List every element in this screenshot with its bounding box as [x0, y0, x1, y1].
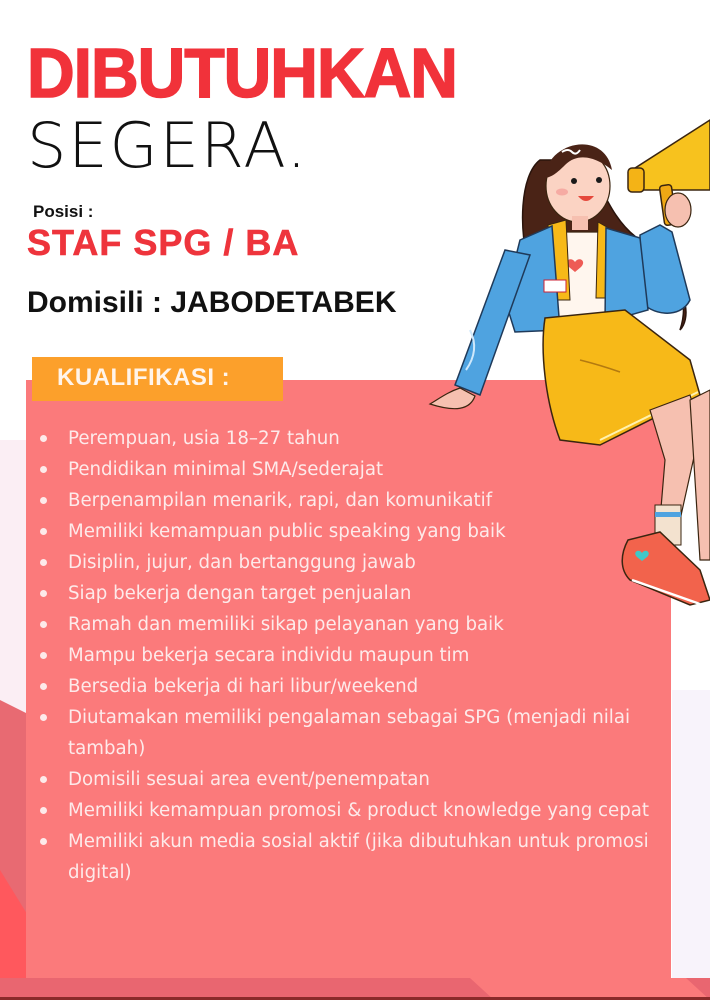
list-item	[38, 764, 678, 795]
bullet-icon	[40, 466, 47, 473]
position-label: Posisi :	[33, 202, 94, 221]
bullet-icon	[40, 683, 47, 690]
list-item-text: Perempuan, usia 18–27 tahun	[68, 428, 340, 449]
girl-with-megaphone-illustration	[420, 100, 710, 620]
list-item-text: Memiliki kemampuan promosi & product knowledge yang cepat	[68, 800, 650, 821]
bullet-icon	[40, 652, 47, 659]
list-item-text: Memiliki kemampuan public speaking yang baik	[68, 521, 506, 542]
shoe-icon	[622, 532, 710, 605]
list-item-text: Siap bekerja dengan target penjualan	[68, 583, 412, 604]
list-item-text: Memiliki akun media sosial aktif (jika dibutuhkan untuk promosi digital)	[68, 831, 649, 883]
bullet-icon	[40, 776, 47, 783]
list-item-text: Disiplin, jujur, dan bertanggung jawab	[68, 552, 416, 573]
list-item-text: Mampu bekerja secara individu maupun tim	[68, 645, 470, 666]
qualifications-heading: KUALIFIKASI :	[57, 364, 231, 391]
list-item	[38, 826, 678, 888]
bullet-icon	[40, 590, 47, 597]
headline-secondary: SEGERA.	[27, 109, 309, 182]
list-item-text: Berpenampilan menarik, rapi, dan komunikatif	[68, 490, 493, 511]
list-item-text: Domisili sesuai area event/penempatan	[68, 769, 430, 790]
hand-icon	[665, 193, 691, 227]
bullet-icon	[40, 621, 47, 628]
list-item	[38, 795, 678, 826]
list-item-text: Bersedia bekerja di hari libur/weekend	[68, 676, 419, 697]
list-item	[38, 640, 678, 671]
bullet-icon	[40, 528, 47, 535]
bullet-icon	[40, 435, 47, 442]
bullet-icon	[40, 497, 47, 504]
list-item-text: Ramah dan memiliki sikap pelayanan yang baik	[68, 614, 504, 635]
list-item	[38, 671, 678, 702]
bullet-icon	[40, 838, 47, 845]
bullet-icon	[40, 714, 47, 721]
bullet-icon	[40, 807, 47, 814]
position-title: STAF SPG / BA	[27, 222, 300, 263]
bullet-icon	[40, 559, 47, 566]
list-item	[38, 702, 678, 764]
list-item-text: Pendidikan minimal SMA/sederajat	[68, 459, 384, 480]
headline-primary: DIBUTUHKAN	[27, 33, 457, 112]
list-item-text: Diutamakan memiliki pengalaman sebagai SPG (menjadi nilai tambah)	[68, 707, 631, 759]
domicile-text: Domisili : JABODETABEK	[27, 286, 397, 319]
